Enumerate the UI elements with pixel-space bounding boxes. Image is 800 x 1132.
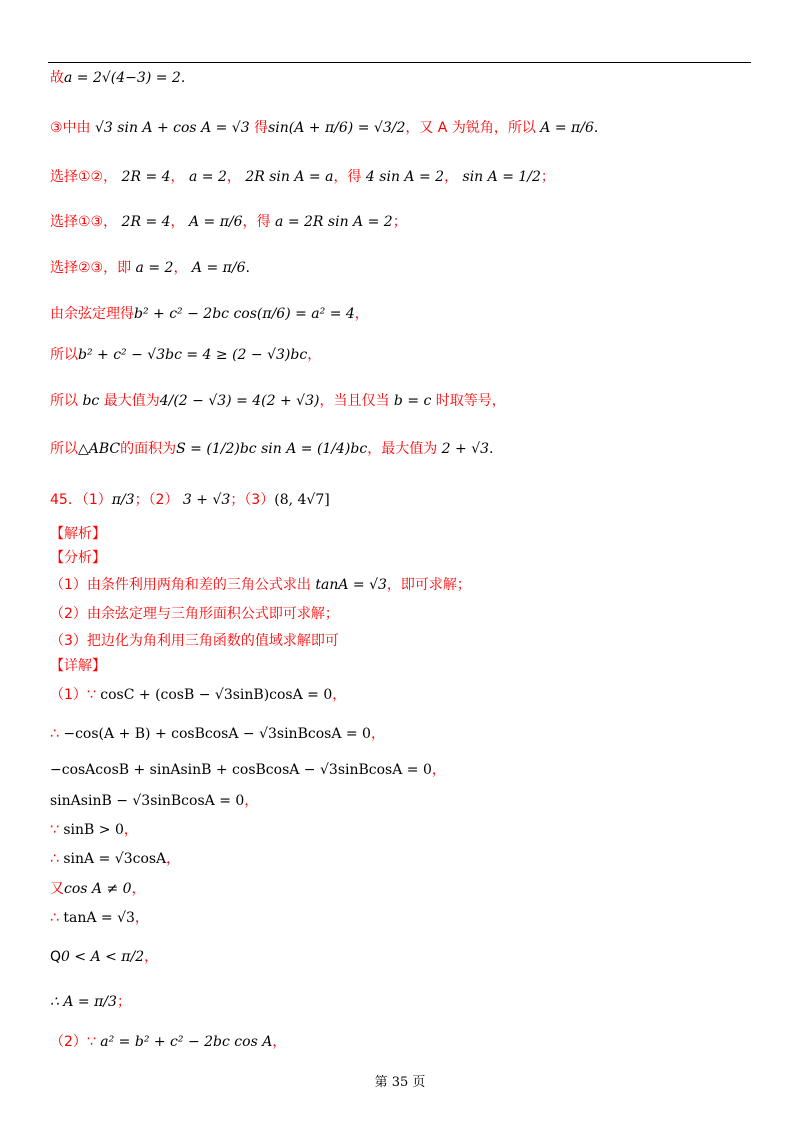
segment: . bbox=[489, 441, 494, 457]
segment: ， bbox=[307, 347, 322, 363]
segment: （3）把边化为角利用三角函数的值域求解即可 bbox=[50, 633, 339, 649]
segment: ， bbox=[144, 949, 159, 965]
segment: 【解析】 bbox=[50, 526, 106, 542]
text-line-27 bbox=[50, 1032, 286, 1052]
text-line-23 bbox=[50, 879, 146, 899]
text-line-1 bbox=[50, 68, 185, 88]
segment: a² = b² + c² − 2bc cos A bbox=[100, 1034, 273, 1050]
segment: ， bbox=[131, 881, 146, 897]
segment: (8, 4√7] bbox=[274, 492, 330, 508]
segment: A = π/6 bbox=[187, 260, 246, 276]
segment: ， bbox=[123, 822, 138, 838]
segment: bc bbox=[78, 393, 104, 409]
segment: Q bbox=[50, 949, 62, 965]
segment: （1）由条件利用两角和差的三角公式求出 bbox=[50, 577, 316, 593]
text-line-17 bbox=[50, 685, 346, 705]
segment: （2）由余弦定理与三角形面积公式即可求解； bbox=[50, 606, 339, 622]
segment: ， bbox=[170, 169, 185, 185]
segment: sinB > 0 bbox=[63, 822, 124, 838]
text-line-15 bbox=[50, 631, 339, 651]
segment: ③中由 bbox=[50, 120, 91, 136]
segment: . bbox=[245, 260, 250, 276]
segment: 选择①③， bbox=[50, 214, 118, 230]
segment: 由余弦定理得 bbox=[50, 306, 134, 322]
text-line-12 bbox=[50, 548, 106, 568]
text-line-9 bbox=[50, 439, 493, 459]
segment: （1）∵ bbox=[50, 687, 101, 703]
segment: 2 + √3 bbox=[437, 441, 490, 457]
text-line-13 bbox=[50, 575, 471, 595]
segment: sinA = √3cosA bbox=[63, 851, 167, 867]
segment: cos A ≠ 0 bbox=[64, 881, 132, 897]
segment: a = 2 bbox=[131, 260, 174, 276]
segment: b² + c² − √3bc = 4 ≥ (2 − √3)bc bbox=[78, 347, 308, 363]
text-line-21 bbox=[50, 820, 138, 840]
segment: 又 bbox=[50, 881, 64, 897]
text-line-4 bbox=[50, 212, 407, 232]
segment: （2）∵ bbox=[50, 1034, 101, 1050]
segment: ，最大值为 bbox=[367, 441, 438, 457]
segment: ， bbox=[333, 169, 348, 185]
segment: tanA = √3 bbox=[315, 577, 387, 593]
segment: ， bbox=[444, 169, 459, 185]
segment: ∵ bbox=[50, 822, 64, 838]
segment: 时取等号， bbox=[435, 393, 506, 409]
header-rule bbox=[48, 62, 751, 63]
page-number: 第 35 页 bbox=[374, 1075, 426, 1090]
segment: 2R = 4 bbox=[117, 214, 171, 230]
text-line-26 bbox=[50, 992, 131, 1012]
segment: 的面积为 bbox=[120, 441, 177, 457]
segment: ， bbox=[370, 726, 385, 742]
segment: ， bbox=[332, 687, 347, 703]
text-line-14 bbox=[50, 604, 339, 624]
segment: ；（3） bbox=[230, 492, 275, 508]
segment: ∴ bbox=[50, 910, 64, 926]
text-line-19 bbox=[50, 760, 446, 780]
segment: ， bbox=[166, 851, 181, 867]
segment: b = c bbox=[389, 393, 436, 409]
text-line-20 bbox=[50, 791, 258, 811]
segment: 所以 bbox=[50, 441, 78, 457]
segment: 4/(2 − √3) = 4(2 + √3) bbox=[159, 393, 320, 409]
segment: 0 < A < π/2 bbox=[61, 949, 145, 965]
text-line-25 bbox=[50, 947, 158, 967]
segment: 4 sin A = 2 bbox=[361, 169, 445, 185]
text-line-10 bbox=[50, 490, 330, 510]
segment: ， bbox=[173, 260, 188, 276]
segment: ， bbox=[431, 762, 446, 778]
segment: sinAsinB − √3sinBcosA = 0 bbox=[50, 793, 245, 809]
segment: sin(A + π/6) = √3/2 bbox=[268, 120, 406, 136]
segment: 所以 bbox=[50, 393, 78, 409]
segment: ∴ bbox=[50, 851, 64, 867]
segment: a = 2R sin A = 2 bbox=[270, 214, 393, 230]
text-line-7 bbox=[50, 345, 321, 365]
segment: ； bbox=[392, 214, 407, 230]
segment: π/3 bbox=[111, 492, 135, 508]
segment: ，又 A 为锐角，所以 bbox=[405, 120, 541, 136]
segment: . bbox=[180, 70, 186, 86]
segment: 45．（1） bbox=[50, 492, 112, 508]
segment: √3 sin A + cos A = √3 bbox=[90, 120, 255, 136]
text-line-6 bbox=[50, 304, 369, 324]
text-line-8 bbox=[50, 391, 506, 411]
segment: S = (1/2)bc sin A = (1/4)bc bbox=[176, 441, 368, 457]
text-line-18 bbox=[50, 724, 385, 744]
segment: 选择①②， bbox=[50, 169, 118, 185]
segment: ， bbox=[354, 306, 369, 322]
segment: tanA = √3 bbox=[63, 910, 135, 926]
segment: 2R sin A = a bbox=[240, 169, 334, 185]
text-line-11 bbox=[50, 524, 106, 544]
segment: ∴ bbox=[50, 726, 64, 742]
text-line-22 bbox=[50, 849, 180, 869]
text-line-16 bbox=[50, 656, 106, 676]
segment: ， bbox=[244, 793, 259, 809]
segment: ， bbox=[226, 169, 241, 185]
segment: ； bbox=[540, 169, 555, 185]
segment: ，即可求解； bbox=[386, 577, 471, 593]
text-line-2 bbox=[50, 118, 598, 138]
segment: 得 bbox=[254, 120, 269, 136]
segment: sin A = 1/2 bbox=[458, 169, 541, 185]
text-line-3 bbox=[50, 167, 555, 187]
segment: ， bbox=[134, 910, 149, 926]
segment: 2R = 4 bbox=[117, 169, 171, 185]
text-line-5 bbox=[50, 258, 250, 278]
segment: ， bbox=[272, 1034, 287, 1050]
segment: △ABC bbox=[78, 441, 121, 457]
segment: 选择②③，即 bbox=[50, 260, 132, 276]
segment: 故 bbox=[50, 70, 64, 86]
segment: −cos(A + B) + cosBcosA − √3sinBcosA = 0 bbox=[63, 726, 371, 742]
segment: 【分析】 bbox=[50, 550, 106, 566]
segment: a = 2 bbox=[184, 169, 227, 185]
segment: . bbox=[593, 120, 599, 136]
segment: 最大值为 bbox=[103, 393, 160, 409]
segment: a = 2√(4−3) = 2 bbox=[64, 70, 181, 86]
segment: ∴ A = π/3 bbox=[50, 994, 117, 1010]
segment: 【详解】 bbox=[50, 658, 106, 674]
segment: ；（2） bbox=[134, 492, 179, 508]
segment: 得 bbox=[347, 169, 362, 185]
segment: −cosAcosB + sinAsinB + cosBcosA − √3sinBcosA = 0 bbox=[50, 762, 432, 778]
segment: 3 + √3 bbox=[178, 492, 231, 508]
segment: A = π/6 bbox=[184, 214, 243, 230]
text-line-24 bbox=[50, 908, 149, 928]
segment: ； bbox=[116, 994, 131, 1010]
segment: cosC + (cosB − √3sinB)cosA = 0 bbox=[100, 687, 333, 703]
segment: 所以 bbox=[50, 347, 78, 363]
segment: b² + c² − 2bc cos(π/6) = a² = 4 bbox=[134, 306, 355, 322]
segment: ，得 bbox=[242, 214, 271, 230]
segment: A = π/6 bbox=[540, 120, 594, 136]
segment: ， bbox=[170, 214, 185, 230]
segment: ，当且仅当 bbox=[319, 393, 390, 409]
